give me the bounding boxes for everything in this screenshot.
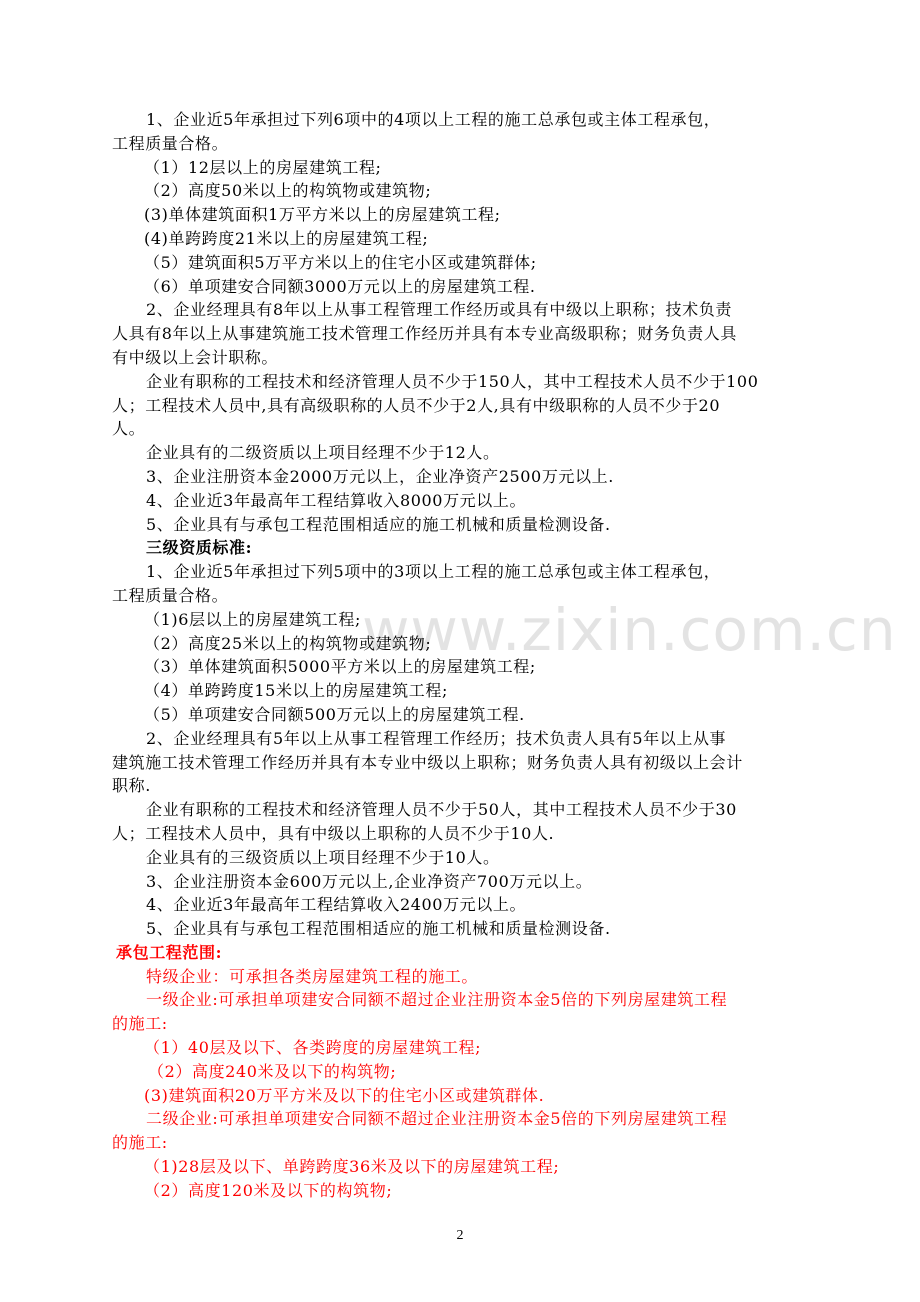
- text-line: （2）高度120米及以下的构筑物;: [144, 1180, 393, 1200]
- text-line: (4)单跨跨度21米以上的房屋建筑工程;: [144, 228, 429, 248]
- text-line: 1、企业近5年承担过下列5项中的3项以上工程的施工总承包或主体工程承包，: [146, 562, 721, 582]
- text-line: 5、企业具有与承包工程范围相适应的施工机械和质量检测设备.: [146, 919, 611, 939]
- text-line: （5）建筑面积5万平方米以上的住宅小区或建筑群体;: [144, 252, 537, 272]
- text-line: 企业具有的二级资质以上项目经理不少于12人。: [146, 443, 500, 463]
- text-line: （4）单跨跨度15米以上的房屋建筑工程;: [144, 681, 448, 701]
- watermark-text: www.zixin.com.cn: [362, 596, 897, 664]
- text-line: 二级企业:可承担单项建安合同额不超过企业注册资本金5倍的下列房屋建筑工程: [146, 1109, 728, 1129]
- text-line: 建筑施工技术管理工作经历并具有本专业中级以上职称；财务负责人具有初级以上会计: [112, 752, 743, 772]
- text-line: （6）单项建安合同额3000万元以上的房屋建筑工程.: [144, 276, 536, 296]
- text-line: 人。: [112, 419, 146, 439]
- text-line: （2）高度25米以上的构筑物或建筑物;: [144, 633, 432, 653]
- text-line: 人；工程技术人员中,具有高级职称的人员不少于2人,具有中级职称的人员不少于20: [112, 395, 721, 415]
- text-line: （1）40层及以下、各类跨度的房屋建筑工程;: [144, 1038, 482, 1058]
- text-line: （2）高度240米及以下的构筑物;: [148, 1061, 397, 1081]
- text-line: 1、企业近5年承担过下列6项中的4项以上工程的施工总承包或主体工程承包，: [146, 110, 721, 129]
- text-line: 企业具有的三级资质以上项目经理不少于10人。: [146, 847, 500, 867]
- text-line: 一级企业:可承担单项建安合同额不超过企业注册资本金5倍的下列房屋建筑工程: [146, 990, 728, 1010]
- text-line: (3)建筑面积20万平方米及以下的住宅小区或建筑群体.: [144, 1085, 545, 1105]
- text-line: 的施工:: [112, 1014, 168, 1034]
- text-line: 3、企业注册资本金600万元以上,企业净资产700万元以上。: [146, 871, 593, 891]
- text-line: （1)28层及以下、单跨跨度36米及以下的房屋建筑工程;: [144, 1157, 560, 1177]
- text-line: 4、企业近3年最高年工程结算收入8000万元以上。: [146, 490, 527, 510]
- text-line: 特级企业：可承担各类房屋建筑工程的施工。: [146, 966, 479, 986]
- text-line: （2）高度50米以上的构筑物或建筑物;: [144, 181, 432, 201]
- text-line: 4、企业近3年最高年工程结算收入2400万元以上。: [146, 895, 527, 915]
- text-line: 人；工程技术人员中，具有中级以上职称的人员不少于10人.: [112, 823, 555, 843]
- text-line: 2、企业经理具有5年以上从事工程管理工作经历；技术负责人具有5年以上从事: [146, 728, 727, 748]
- text-line: 的施工:: [112, 1133, 168, 1153]
- text-line: 企业有职称的工程技术和经济管理人员不少于150人，其中工程技术人员不少于100: [146, 371, 759, 391]
- page-number: 2: [456, 1228, 464, 1243]
- text-line: （3）单体建筑面积5000平方米以上的房屋建筑工程;: [144, 657, 536, 677]
- text-line: 有中级以上会计职称。: [112, 347, 279, 367]
- text-line: 3、企业注册资本金2000万元以上，企业净资产2500万元以上.: [146, 466, 614, 486]
- text-line: 三级资质标准:: [146, 538, 253, 558]
- text-line: （1)6层以上的房屋建筑工程;: [144, 609, 361, 629]
- text-line: 2、企业经理具有8年以上从事工程管理工作经历或具有中级以上职称；技术负责: [146, 300, 732, 320]
- text-line: 承包工程范围:: [116, 942, 223, 962]
- text-line: 工程质量合格。: [112, 585, 229, 605]
- text-line: (3)单体建筑面积1万平方米以上的房屋建筑工程;: [144, 205, 501, 225]
- text-line: 人具有8年以上从事建筑施工技术管理工作经历并具有本专业高级职称；财务负责人具: [112, 324, 737, 344]
- text-line: 5、企业具有与承包工程范围相适应的施工机械和质量检测设备.: [146, 514, 611, 534]
- text-line: （5）单项建安合同额500万元以上的房屋建筑工程.: [144, 704, 525, 724]
- text-line: （1）12层以上的房屋建筑工程;: [144, 157, 382, 177]
- text-line: 企业有职称的工程技术和经济管理人员不少于50人，其中工程技术人员不少于30: [146, 800, 737, 820]
- document-body: [112, 108, 824, 1203]
- text-line: 职称.: [112, 776, 151, 796]
- text-line: 工程质量合格。: [112, 133, 229, 153]
